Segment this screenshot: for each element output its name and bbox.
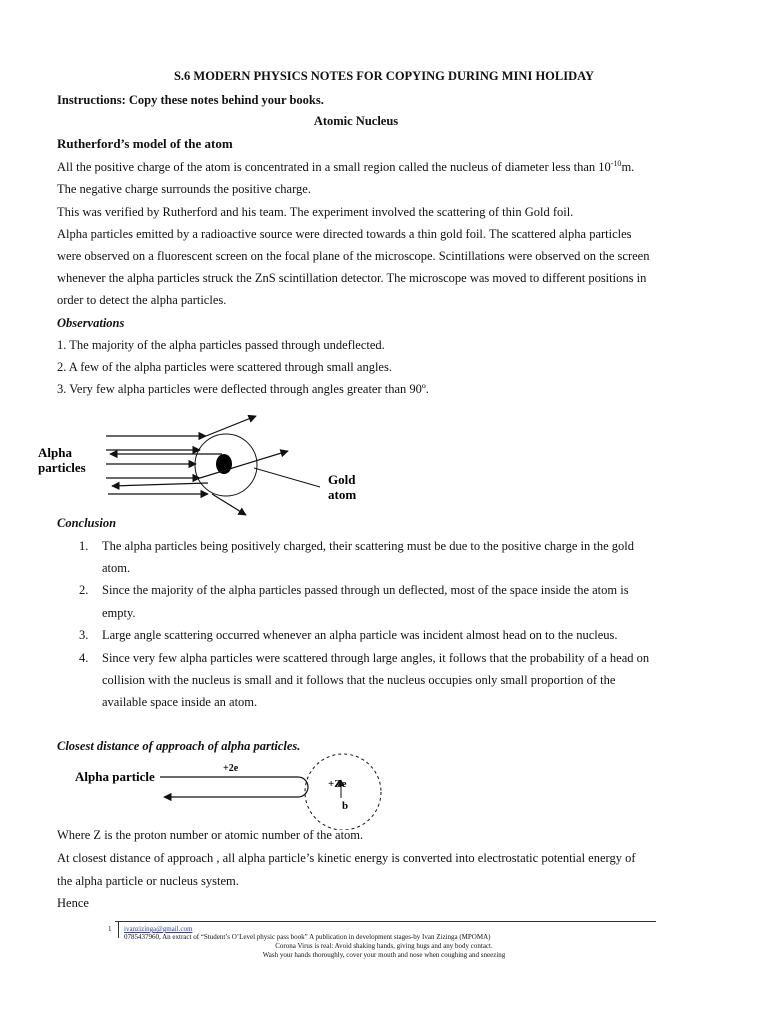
- rutherford-paragraph: order to detect the alpha particles.: [57, 293, 227, 307]
- footer-rule: [115, 921, 656, 922]
- footer-line: 0785437960, An extract of “Student’s O’Level physic pass book” A publication in development stages-by Ivan Zizinga (MPOMA): [124, 933, 491, 941]
- conclusion-number: 1.: [79, 539, 89, 553]
- alpha-label-1: Alpha: [38, 445, 72, 460]
- rutherford-heading: Rutherford’s model of the atom: [57, 136, 233, 151]
- alpha-label-2: particles: [38, 460, 86, 475]
- scattered-arrows: [110, 416, 288, 515]
- rutherford-paragraph: Alpha particles emitted by a radioactive source were directed towards a thin gold foil. The scattered alpha particles: [57, 227, 632, 241]
- footer-line: Corona Virus is real: Avoid shaking hands, giving hugs and any body contact.: [275, 942, 493, 950]
- approach-path: [160, 777, 308, 797]
- rutherford-paragraph: were observed on a fluorescent screen on the focal plane of the microscope. Scintillations were observed on the screen: [57, 249, 650, 263]
- conclusion-text: Since the majority of the alpha particles passed through un deflected, most of the space inside the atom is: [102, 583, 629, 597]
- nucleus-region: [305, 754, 381, 830]
- gold-label-2: atom: [328, 487, 357, 502]
- closest-text: Hence: [57, 896, 89, 910]
- conclusion-text: empty.: [102, 606, 136, 620]
- closest-heading: Closest distance of approach of alpha particles.: [57, 739, 301, 753]
- gold-atom-pointer: [254, 468, 320, 487]
- observation-item: 2. A few of the alpha particles were scattered through small angles.: [57, 360, 392, 374]
- conclusion-text: atom.: [102, 561, 131, 575]
- section-title: Atomic Nucleus: [313, 114, 399, 128]
- scattering-diagram: [0, 405, 420, 520]
- conclusion-text: available space inside an atom.: [102, 695, 258, 709]
- observations-heading: Observations: [57, 316, 125, 330]
- rutherford-line-1: All the positive charge of the atom is concentrated in a small region called the nucleus of diameter less than $10^{-10}m$.: [57, 158, 635, 174]
- rutherford-paragraph: whenever the alpha particles struck the ZnS scintillation detector. The microscope was moved to different positions in: [57, 271, 647, 285]
- conclusion-heading: Conclusion: [57, 516, 117, 530]
- footer-email[interactable]: ivanzizinga@gmail.com: [124, 925, 193, 933]
- rutherford-paragraph: This was verified by Rutherford and his team. The experiment involved the scattering of thin Gold foil.: [57, 205, 574, 219]
- conclusion-text: The alpha particles being positively charged, their scattering must be due to the positive charge in the gold: [102, 539, 635, 553]
- instructions: Instructions: Copy these notes behind your books.: [57, 93, 324, 107]
- distance-label: b: [342, 800, 349, 812]
- charge-label: +2e: [223, 763, 239, 774]
- alpha-particle-label: Alpha particle: [75, 769, 155, 784]
- conclusion-number: 2.: [79, 583, 89, 597]
- conclusion-text: collision with the nucleus is small and it follows that the nucleus occupies only small proportion of the: [102, 673, 616, 687]
- page-number: 1: [108, 925, 112, 933]
- conclusion-number: 3.: [79, 628, 89, 642]
- closest-approach-diagram: [0, 750, 420, 830]
- conclusion-number: 4.: [79, 651, 89, 665]
- closest-text: the alpha particle or nucleus system.: [57, 874, 239, 888]
- observation-item: 1. The majority of the alpha particles passed through undeflected.: [57, 338, 385, 352]
- closest-text: At closest distance of approach , all alpha particle’s kinetic energy is converted into electrostatic potential energy of: [57, 851, 636, 865]
- observation-item: 3. Very few alpha particles were deflected through angles greater than 90º.: [57, 382, 429, 396]
- rutherford-paragraph: The negative charge surrounds the positive charge.: [57, 182, 311, 196]
- page-title: S.6 MODERN PHYSICS NOTES FOR COPYING DURING MINI HOLIDAY: [173, 69, 595, 83]
- conclusion-text: Since very few alpha particles were scattered through large angles, it follows that the probability of a head on: [102, 651, 650, 665]
- conclusion-text: Large angle scattering occurred whenever an alpha particle was incident almost head on to the nucleus.: [102, 628, 618, 642]
- gold-label-1: Gold: [328, 472, 356, 487]
- footer-divider: [118, 922, 119, 938]
- footer-line: Wash your hands thoroughly, cover your mouth and nose when coughing and sneezing: [262, 951, 506, 959]
- closest-text: Where Z is the proton number or atomic number of the atom.: [57, 828, 364, 842]
- nucleus-charge-label: +Ze: [328, 778, 347, 790]
